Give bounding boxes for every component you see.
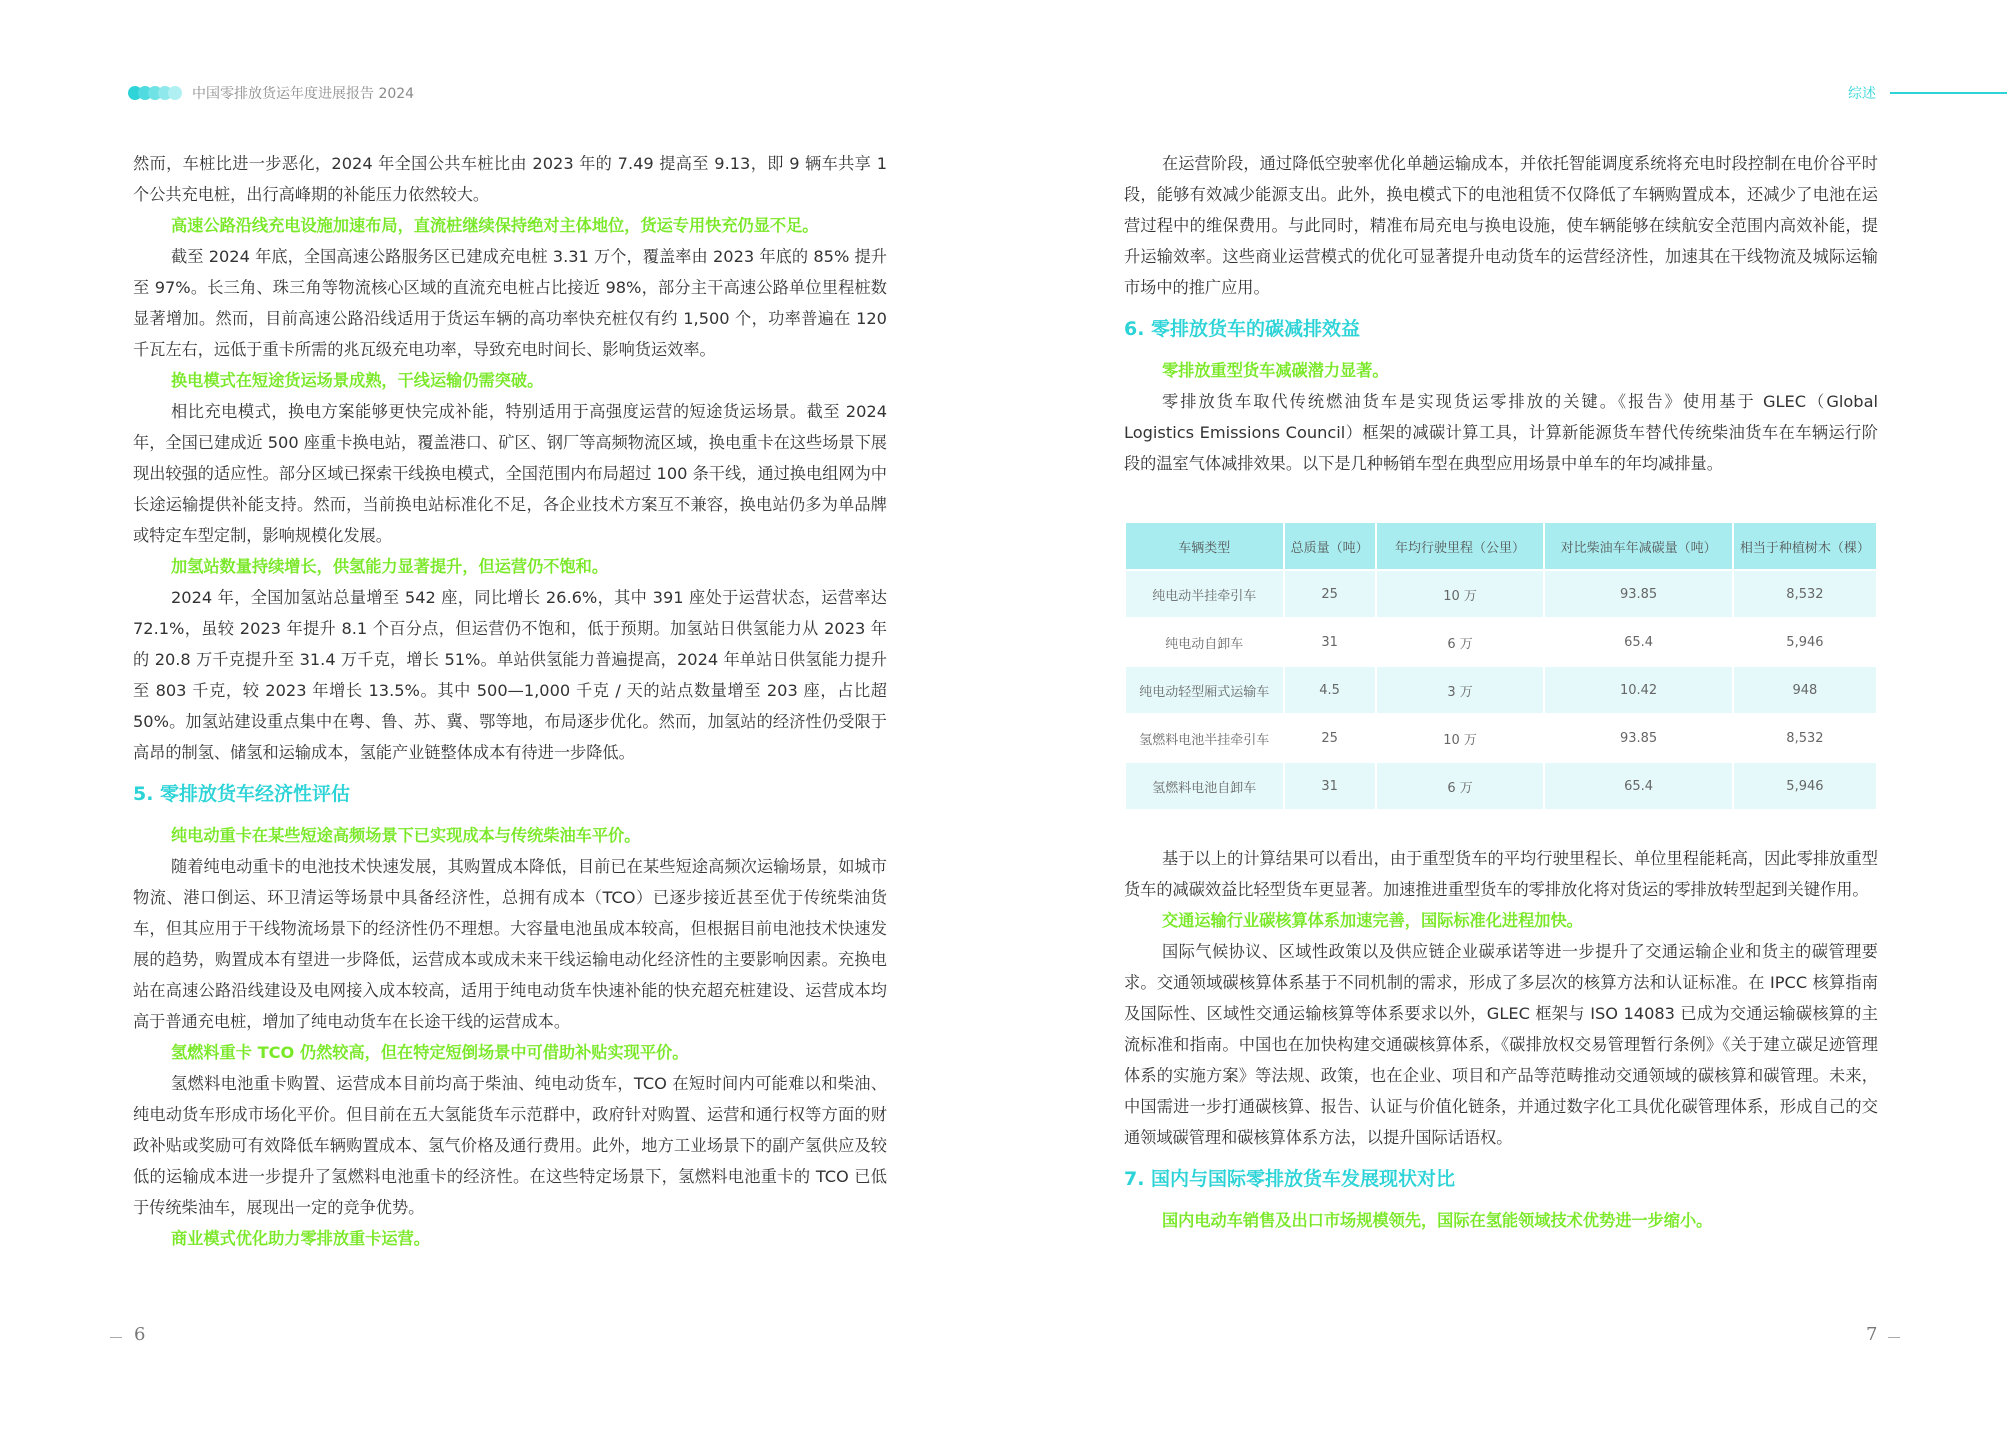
table-cell: 6 万 [1376, 762, 1545, 810]
table-row [1125, 570, 1877, 618]
right-page-column [1124, 148, 1878, 1236]
highlight-heading: 国内电动车销售及出口市场规模领先，国际在氢能领域技术优势进一步缩小。 [1162, 1211, 1713, 1230]
section-heading: 6. 零排放货车的碳减排效益 [1124, 318, 1361, 340]
highlight-heading: 换电模式在短途货运场景成熟，干线运输仍需突破。 [171, 371, 544, 390]
table-cell: 纯电动自卸车 [1125, 618, 1284, 666]
paragraph: 在运营阶段，通过降低空驶率优化单趟运输成本，并依托智能调度系统将充电时段控制在电价谷平时段，能够有效减少能源支出。此外，换电模式下的电池租赁不仅降低了车辆购置成本，还减少了电池在运营过程中的维保费用。与此同时，精准布局充电与换电设施，使车辆能够在续航安全范围内高效补能，提升运输效率。这些商业运营模式的优化可显著提升电动货车的运营经济性，加速其在干线物流及城际运输市场中的推广应用。 [1124, 154, 1878, 297]
table-row [1125, 762, 1877, 810]
highlight-heading: 商业模式优化助力零排放重卡运营。 [171, 1229, 430, 1248]
paragraph: 2024 年，全国加氢站总量增至 542 座，同比增长 26.6%，其中 391 座处于运营状态，运营率达 72.1%，虽较 2023 年提升 8.1 个百分点，但运营仍不饱和，低于预期。加氢站日供氢能力从 2023 年的 20.8 万千克提升至 31.4 万千克，增长 51%。单站供氢能力普遍提高，2024 年单站日供氢能力提升至 803 千克，较 2023 年增长 13.5%。其中 500—1,000 千克 / 天的站点数量增至 203 座，占比超 50%。加氢站建设重点集中在粤、鲁、苏、冀、鄂等地，布局逐步优化。然而，加氢站的经济性仍受限于高昂的制氢、储氢和运输成本，氢能产业链整体成本有待进一步降低。 [133, 588, 887, 762]
column-header: 总质量（吨） [1284, 522, 1376, 570]
table-row [1125, 666, 1877, 714]
table-cell: 6 万 [1376, 618, 1545, 666]
highlight-heading: 零排放重型货车减碳潜力显著。 [1162, 361, 1389, 380]
paragraph: 零排放货车取代传统燃油货车是实现货运零排放的关键。《报告》使用基于 GLEC（Global Logistics Emissions Council）框架的减碳计算工具，计算新能源货车替代传统柴油货车在车辆运行阶段的温室气体减排效果。以下是几种畅销车型在典型应用场景中单车的年均减排量。 [1124, 392, 1878, 473]
column-header: 车辆类型 [1125, 522, 1284, 570]
table-cell: 8,532 [1733, 714, 1877, 762]
column-header: 对比柴油车年减碳量（吨） [1544, 522, 1732, 570]
page-number-dash [1888, 1337, 1900, 1338]
paragraph: 随着纯电动重卡的电池技术快速发展，其购置成本降低，目前已在某些短途高频次运输场景，如城市物流、港口倒运、环卫清运等场景中具备经济性，总拥有成本（TCO）已逐步接近甚至优于传统柴油货车，但其应用于干线物流场景下的经济性仍不理想。大容量电池虽成本较高，但根据目前电池技术快速发展的趋势，购置成本有望进一步降低，运营成本或成未来干线运输电动化经济性的主要影响因素。充换电站在高速公路沿线建设及电网接入成本较高，适用于纯电动货车快速补能的快充超充桩建设、运营成本均高于普通充电桩，增加了纯电动货车在长途干线的运营成本。 [133, 857, 887, 1031]
paragraph: 国际气候协议、区域性政策以及供应链企业碳承诺等进一步提升了交通运输企业和货主的碳管理要求。交通领域碳核算体系基于不同机制的需求，形成了多层次的核算方法和认证标准。在 IPCC 核算指南及国际性、区域性交通运输核算等体系要求以外，GLEC 框架与 ISO 14083 已成为交通运输碳核算的主流标准和指南。中国也在加快构建交通碳核算体系，《碳排放权交易管理暂行条例》《关于建立碳足迹管理体系的实施方案》等法规、政策，也在企业、项目和产品等范畴推动交通领域的碳核算和碳管理。未来，中国需进一步打通碳核算、报告、认证与价值化链条，并通过数字化工具优化碳管理体系，形成自己的交通领域碳管理和碳核算体系方法，以提升国际话语权。 [1124, 942, 1878, 1147]
report-title: 中国零排放货运年度进展报告 2024 [192, 86, 415, 102]
table-header-row [1125, 522, 1877, 570]
table-cell: 25 [1284, 714, 1376, 762]
table-cell: 93.85 [1544, 570, 1732, 618]
table-cell: 5,946 [1733, 618, 1877, 666]
table-row [1125, 714, 1877, 762]
table-cell: 纯电动轻型厢式运输车 [1125, 666, 1284, 714]
table-cell: 25 [1284, 570, 1376, 618]
paragraph: 基于以上的计算结果可以看出，由于重型货车的平均行驶里程长、单位里程能耗高，因此零排放重型货车的减碳效益比轻型货车更显著。加速推进重型货车的零排放化将对货运的零排放转型起到关键作用。 [1124, 849, 1878, 899]
highlight-heading: 氢燃料重卡 TCO 仍然较高，但在特定短倒场景中可借助补贴实现平价。 [171, 1043, 689, 1062]
table-cell: 31 [1284, 762, 1376, 810]
left-page-column [133, 148, 887, 1254]
page-number-right: 7 [1866, 1324, 1878, 1345]
table-cell: 5,946 [1733, 762, 1877, 810]
header-rule [1890, 92, 2007, 94]
paragraph: 截至 2024 年底，全国高速公路服务区已建成充电桩 3.31 万个，覆盖率由 2023 年底的 85% 提升至 97%。长三角、珠三角等物流核心区域的直流充电桩占比接近 98%，部分主干高速公路单位里程桩数显著增加。然而，目前高速公路沿线适用于货运车辆的高功率快充桩仅有约 1,500 个，功率普遍在 120 千瓦左右，远低于重卡所需的兆瓦级充电功率，导致充电时间长、影响货运效率。 [133, 247, 887, 359]
table-cell: 10 万 [1376, 714, 1545, 762]
page-number-dash [110, 1337, 122, 1338]
section-heading: 7. 国内与国际零排放货车发展现状对比 [1124, 1168, 1456, 1190]
highlight-heading: 纯电动重卡在某些短途高频场景下已实现成本与传统柴油车平价。 [171, 826, 641, 845]
highlight-heading: 交通运输行业碳核算体系加速完善，国际标准化进程加快。 [1162, 911, 1583, 930]
table-cell: 10 万 [1376, 570, 1545, 618]
table-cell: 65.4 [1544, 762, 1732, 810]
paragraph: 相比充电模式，换电方案能够更快完成补能，特别适用于高强度运营的短途货运场景。截至 2024 年，全国已建成近 500 座重卡换电站，覆盖港口、矿区、钢厂等高频物流区域，换电重卡在这些场景下展现出较强的适应性。部分区域已探索干线换电模式，全国范围内布局超过 100 条干线，通过换电组网为中长途运输提供补能支持。然而，当前换电站标准化不足，各企业技术方案互不兼容，换电站仍多为单品牌或特定车型定制，影响规模化发展。 [133, 402, 887, 545]
section-name: 综述 [1848, 86, 1876, 102]
table-cell: 4.5 [1284, 666, 1376, 714]
section-heading: 5. 零排放货车经济性评估 [133, 783, 351, 805]
table-cell: 氢燃料电池半挂牵引车 [1125, 714, 1284, 762]
page-header-right [1848, 82, 2007, 104]
table-cell: 10.42 [1544, 666, 1732, 714]
table-cell: 8,532 [1733, 570, 1877, 618]
table-cell: 65.4 [1544, 618, 1732, 666]
table-cell: 31 [1284, 618, 1376, 666]
paragraph: 然而，车桩比进一步恶化，2024 年全国公共车桩比由 2023 年的 7.49 提高至 9.13，即 9 辆车共享 1 个公共充电桩，出行高峰期的补能压力依然较大。 [133, 154, 887, 204]
highlight-heading: 加氢站数量持续增长，供氢能力显著提升，但运营仍不饱和。 [171, 557, 609, 576]
logo-dots-icon [128, 86, 178, 100]
column-header: 年均行驶里程（公里） [1376, 522, 1545, 570]
table-row [1125, 618, 1877, 666]
table-cell: 93.85 [1544, 714, 1732, 762]
table-cell: 纯电动半挂牵引车 [1125, 570, 1284, 618]
table-cell: 948 [1733, 666, 1877, 714]
table-cell: 3 万 [1376, 666, 1545, 714]
column-header: 相当于种植树木（棵） [1733, 522, 1877, 570]
highlight-heading: 高速公路沿线充电设施加速布局，直流桩继续保持绝对主体地位，货运专用快充仍显不足。 [171, 216, 819, 235]
emission-reduction-table [1124, 521, 1878, 811]
page-number-left: 6 [134, 1324, 146, 1345]
table-cell: 氢燃料电池自卸车 [1125, 762, 1284, 810]
paragraph: 氢燃料电池重卡购置、运营成本目前均高于柴油、纯电动货车，TCO 在短时间内可能难以和柴油、纯电动货车形成市场化平价。但目前在五大氢能货车示范群中，政府针对购置、运营和通行权等方面的财政补贴或奖励可有效降低车辆购置成本、氢气价格及通行费用。此外，地方工业场景下的副产氢供应及较低的运输成本进一步提升了氢燃料电池重卡的经济性。在这些特定场景下，氢燃料电池重卡的 TCO 已低于传统柴油车，展现出一定的竞争优势。 [133, 1074, 887, 1217]
page-header-left [128, 82, 414, 104]
